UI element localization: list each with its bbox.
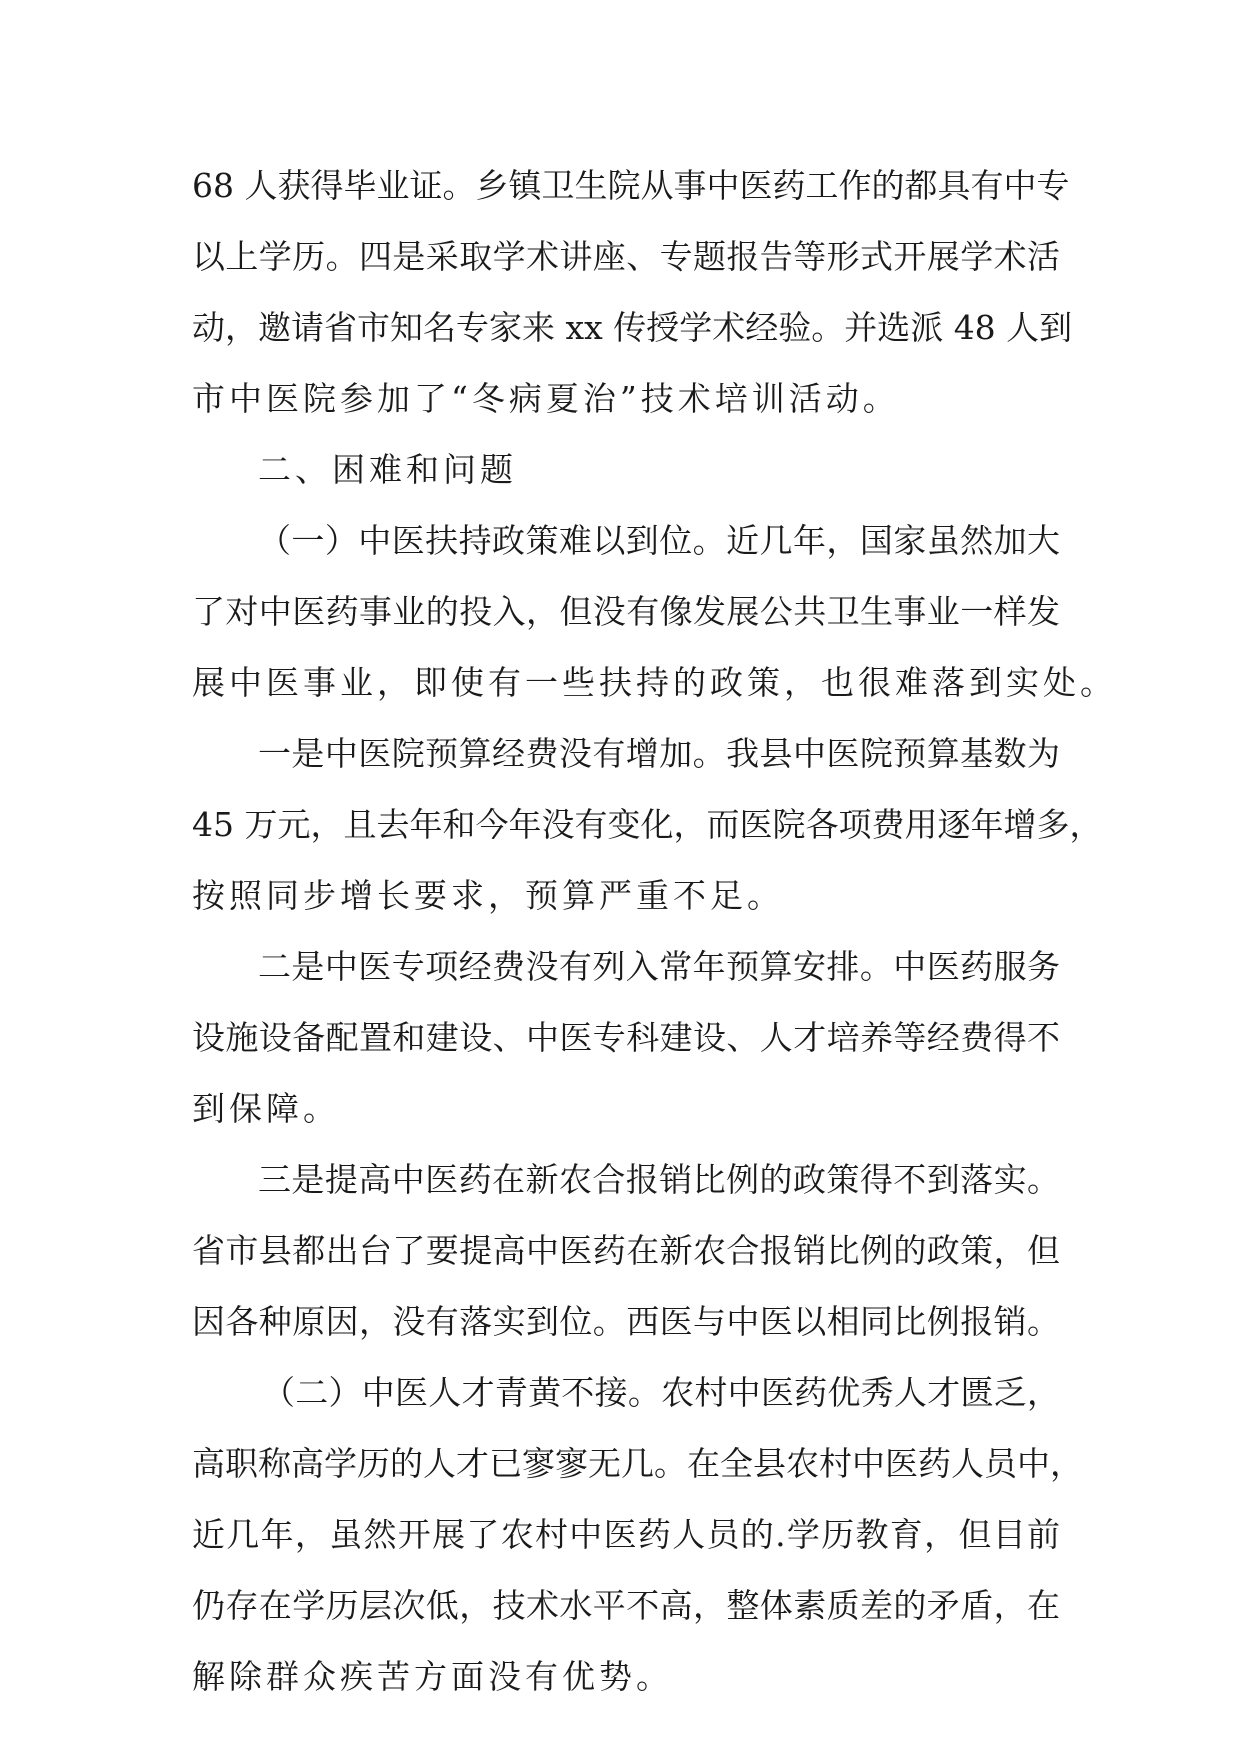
text-line: 仍存在学历层次低，技术水平不高，整体素质差的矛盾，在 (192, 1586, 1060, 1625)
text-line: 市中医院参加了“冬病夏治”技术培训活动。 (192, 379, 900, 418)
text-line: 68 人获得毕业证。乡镇卫生院从事中医药工作的都具有中专 (192, 166, 1070, 205)
text-line: 三是提高中医药在新农合报销比例的政策得不到落实。 (258, 1160, 1060, 1199)
text-line: 省市县都出台了要提高中医药在新农合报销比例的政策，但 (192, 1231, 1060, 1270)
text-line: 因各种原因，没有落实到位。西医与中医以相同比例报销。 (192, 1302, 1060, 1341)
text-line: 按照同步增长要求，预算严重不足。 (192, 876, 784, 915)
text-line: 到保障。 (192, 1089, 340, 1128)
text-line: 动，邀请省市知名专家来 xx 传授学术经验。并选派 48 人到 (192, 308, 1073, 347)
text-line: 二是中医专项经费没有列入常年预算安排。中医药服务 (258, 947, 1060, 986)
text-line: 了对中医药事业的投入，但没有像发展公共卫生事业一样发 (192, 592, 1060, 631)
text-line: 以上学历。四是采取学术讲座、专题报告等形式开展学术活 (192, 237, 1060, 276)
text-line: 近几年，虽然开展了农村中医药人员的.学历教育，但目前 (192, 1515, 1060, 1554)
subsection-heading-line: （一）中医扶持政策难以到位。近几年，国家虽然加大 (258, 521, 1060, 560)
text-line: 解除群众疾苦方面没有优势。 (192, 1657, 673, 1696)
section-heading: 二、困难和问题 (258, 450, 517, 489)
text-line: 45 万元，且去年和今年没有变化，而医院各项费用逐年增多， (192, 805, 1103, 844)
text-line: 一是中医院预算经费没有增加。我县中医院预算基数为 (258, 734, 1060, 773)
text-line: 高职称高学历的人才已寥寥无几。在全县农村中医药人员中， (192, 1444, 1083, 1483)
text-line: 展中医事业，即使有一些扶持的政策，也很难落到实处。 (192, 663, 1117, 702)
subsection-heading-line: （二）中医人才青黄不接。农村中医药优秀人才匮乏， (262, 1373, 1060, 1412)
text-line: 设施设备配置和建设、中医专科建设、人才培养等经费得不 (192, 1018, 1060, 1057)
